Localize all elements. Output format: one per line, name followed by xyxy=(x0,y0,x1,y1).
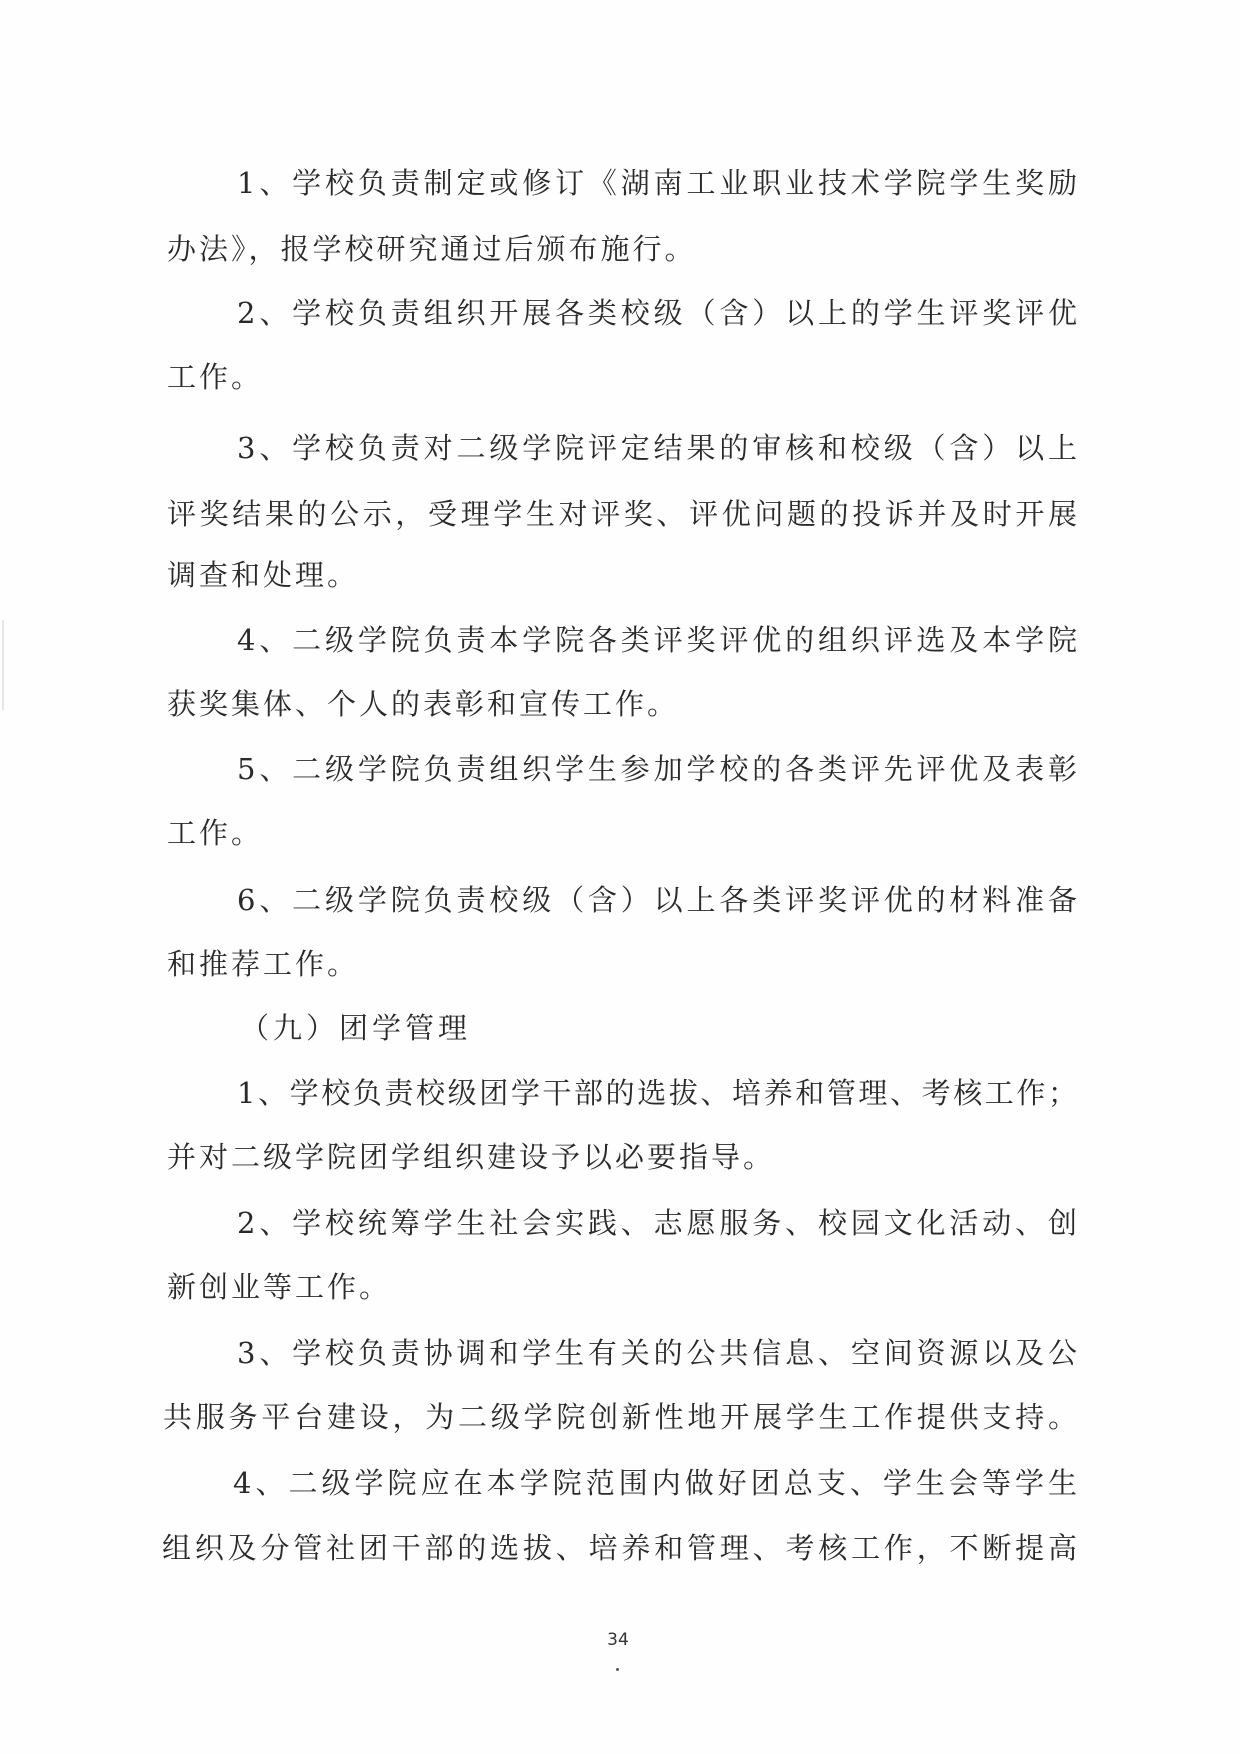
paragraph-line: 共服务平台建设，为二级学院创新性地开展学生工作提供支持。 xyxy=(163,1400,1077,1434)
paragraph-line: 1、学校负责制定或修订《湖南工业职业技术学院学生奖励 xyxy=(237,166,1077,200)
paragraph-line: 获奖集体、个人的表彰和宣传工作。 xyxy=(167,687,680,721)
paragraph-line: 工作。 xyxy=(167,816,264,850)
paragraph-line: 工作。 xyxy=(167,360,264,394)
scan-edge-mark xyxy=(2,620,4,710)
paragraph-line: 调查和处理。 xyxy=(167,558,360,592)
paragraph-line: 评奖结果的公示，受理学生对评奖、评优问题的投诉并及时开展 xyxy=(167,497,1077,531)
paragraph-line: 1、学校负责校级团学干部的选拔、培养和管理、考核工作； xyxy=(237,1076,1077,1110)
paragraph-line: 2、学校负责组织开展各类校级（含）以上的学生评奖评优 xyxy=(237,296,1077,330)
page-number: 34 xyxy=(607,1630,629,1650)
paragraph-line: 并对二级学院团学组织建设予以必要指导。 xyxy=(167,1140,776,1174)
paragraph-line: 新创业等工作。 xyxy=(167,1270,392,1304)
paragraph-line: 6、二级学院负责校级（含）以上各类评奖评优的材料准备 xyxy=(237,883,1077,917)
paragraph-line: 2、学校统筹学生社会实践、志愿服务、校园文化活动、创 xyxy=(237,1206,1077,1240)
paragraph-line: 4、二级学院负责本学院各类评奖评优的组织评选及本学院 xyxy=(237,623,1077,657)
paragraph-line: 组织及分管社团干部的选拔、培养和管理、考核工作，不断提高 xyxy=(162,1531,1077,1565)
paragraph-line: 办法》，报学校研究通过后颁布施行。 xyxy=(167,232,697,266)
section-heading: （九）团学管理 xyxy=(240,1011,472,1045)
paragraph-line: 4、二级学院应在本学院范围内做好团总支、学生会等学生 xyxy=(233,1466,1077,1500)
paragraph-line: 和推荐工作。 xyxy=(167,947,360,981)
paragraph-line: 3、学校负责协调和学生有关的公共信息、空间资源以及公 xyxy=(237,1336,1077,1370)
page-dot-mark xyxy=(616,1668,619,1671)
paragraph-line: 3、学校负责对二级学院评定结果的审核和校级（含）以上 xyxy=(237,431,1077,465)
paragraph-line: 5、二级学院负责组织学生参加学校的各类评先评优及表彰 xyxy=(237,752,1077,786)
